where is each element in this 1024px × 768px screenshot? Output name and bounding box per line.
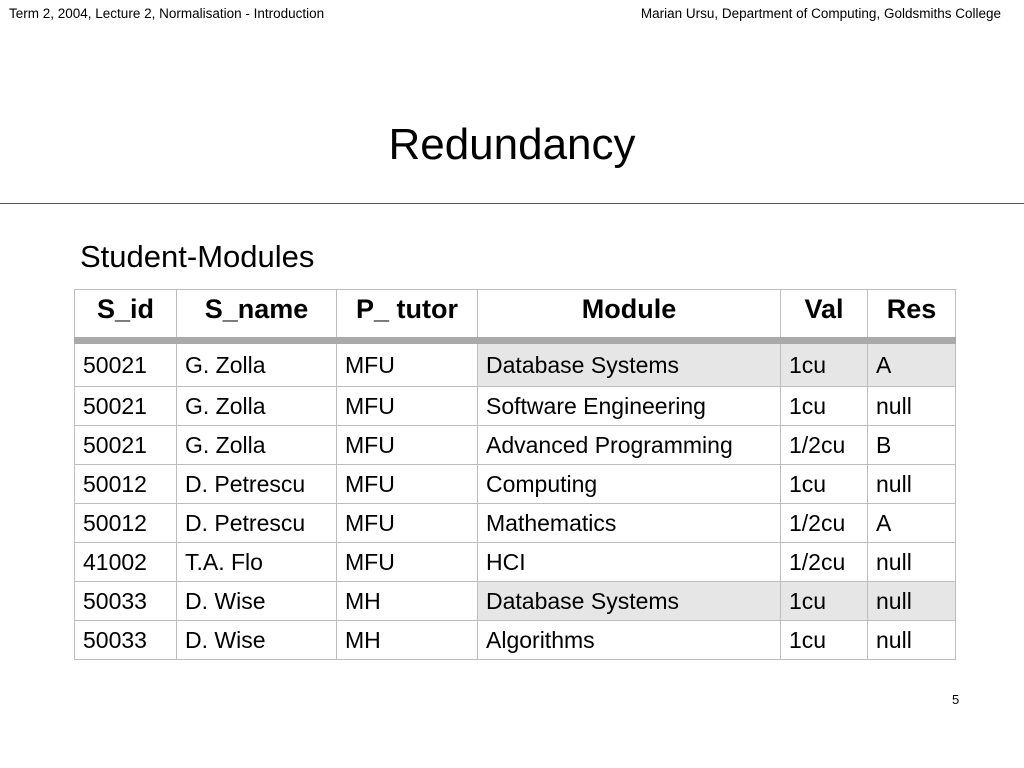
cell-res: null: [868, 621, 956, 660]
cell-res: null: [868, 543, 956, 582]
table-row: [75, 582, 956, 621]
cell-res: B: [868, 426, 956, 465]
cell-s-name: T.A. Flo: [177, 543, 337, 582]
cell-p-tutor: MFU: [337, 504, 478, 543]
table-row: [75, 504, 956, 543]
cell-s-id: 50033: [75, 582, 177, 621]
cell-s-name: D. Petrescu: [177, 465, 337, 504]
cell-s-id: 50021: [75, 341, 177, 387]
table-caption: Student-Modules: [80, 239, 315, 274]
cell-val-highlighted: 1cu: [781, 582, 868, 621]
column-header-s-name: S_name: [177, 290, 337, 341]
cell-s-name: D. Wise: [177, 582, 337, 621]
cell-p-tutor: MFU: [337, 543, 478, 582]
cell-p-tutor: MFU: [337, 465, 478, 504]
cell-s-id: 50021: [75, 426, 177, 465]
cell-res-highlighted: null: [868, 582, 956, 621]
table-row: [75, 543, 956, 582]
cell-val: 1cu: [781, 387, 868, 426]
cell-s-id: 50033: [75, 621, 177, 660]
column-header-s-id: S_id: [75, 290, 177, 341]
cell-s-name: D. Petrescu: [177, 504, 337, 543]
cell-module: Advanced Programming: [478, 426, 781, 465]
cell-module: HCI: [478, 543, 781, 582]
cell-s-name: G. Zolla: [177, 426, 337, 465]
cell-res: null: [868, 465, 956, 504]
student-modules-table: [74, 289, 956, 660]
cell-module: Mathematics: [478, 504, 781, 543]
cell-val: 1/2cu: [781, 543, 868, 582]
column-header-val: Val: [781, 290, 868, 341]
cell-p-tutor: MH: [337, 621, 478, 660]
cell-p-tutor: MH: [337, 582, 478, 621]
cell-module-highlighted: Database Systems: [478, 341, 781, 387]
cell-p-tutor: MFU: [337, 387, 478, 426]
table-row: [75, 341, 956, 387]
header-left-text: Term 2, 2004, Lecture 2, Normalisation - Introduction: [9, 6, 325, 21]
header-right-text: Marian Ursu, Department of Computing, Goldsmiths College: [640, 6, 1001, 21]
cell-s-name: G. Zolla: [177, 341, 337, 387]
cell-s-id: 50012: [75, 465, 177, 504]
cell-res-highlighted: A: [868, 341, 956, 387]
title-divider: [0, 203, 1024, 204]
table-row: [75, 465, 956, 504]
page-number: 5: [952, 692, 960, 707]
cell-s-id: 50012: [75, 504, 177, 543]
table-row: [75, 387, 956, 426]
table-row: [75, 426, 956, 465]
cell-s-id: 50021: [75, 387, 177, 426]
column-header-module: Module: [478, 290, 781, 341]
column-header-p-tutor: P_ tutor: [337, 290, 478, 341]
cell-val: 1cu: [781, 465, 868, 504]
cell-module: Software Engineering: [478, 387, 781, 426]
table-header-row: [75, 290, 956, 341]
table-row: [75, 621, 956, 660]
slide-title: Redundancy: [388, 120, 636, 169]
cell-val: 1/2cu: [781, 426, 868, 465]
cell-p-tutor: MFU: [337, 426, 478, 465]
cell-res: null: [868, 387, 956, 426]
cell-res: A: [868, 504, 956, 543]
column-header-res: Res: [868, 290, 956, 341]
cell-p-tutor: MFU: [337, 341, 478, 387]
cell-val-highlighted: 1cu: [781, 341, 868, 387]
cell-val: 1cu: [781, 621, 868, 660]
cell-val: 1/2cu: [781, 504, 868, 543]
cell-s-name: D. Wise: [177, 621, 337, 660]
cell-module: Computing: [478, 465, 781, 504]
cell-module: Algorithms: [478, 621, 781, 660]
cell-s-id: 41002: [75, 543, 177, 582]
cell-module-highlighted: Database Systems: [478, 582, 781, 621]
cell-s-name: G. Zolla: [177, 387, 337, 426]
